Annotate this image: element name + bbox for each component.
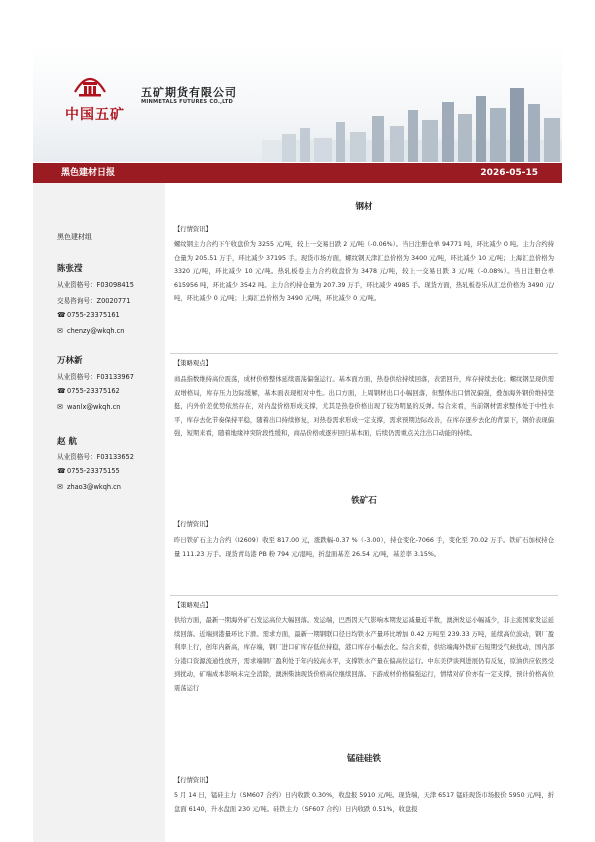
analyst-license: 从业资格号：F03098415 — [57, 281, 134, 289]
analyst-email[interactable]: wanlx@wkqh.cn — [67, 403, 121, 411]
section-paragraph: 5 月 14 日，锰硅主力（SM607 合约）日内收跌 0.30%，收盘报 5910 元/吨。现货端，天津 6517 锰硅现货市场报价 5950 元/吨，折盘面 6140，升水盘面 230 元/吨。硅铁主力（SF607 合约）日内收跌 0.51%，收盘报 — [174, 792, 554, 813]
phone-icon: ☎ — [57, 467, 66, 475]
report-title-bar — [33, 163, 562, 183]
company-name-en: MINMETALS FUTURES CO.,LTD — [141, 99, 234, 105]
analyst-phone-row — [57, 387, 120, 395]
section-tag: 【行情资讯】 — [174, 777, 212, 784]
analyst-phone-row — [57, 467, 120, 475]
analyst-phone: 0755-23375161 — [67, 311, 120, 319]
analyst-email[interactable]: zhao3@wkqh.cn — [67, 483, 121, 491]
section-tag: 【策略观点】 — [174, 602, 212, 609]
minmetals-logo-icon — [73, 72, 107, 98]
section-title: 钢材 — [355, 202, 373, 212]
team-name: 黑色建材组 — [57, 233, 92, 241]
section-title: 锰硅硅铁 — [346, 754, 381, 764]
analyst-email-row[interactable] — [57, 327, 124, 335]
analyst-sidebar — [33, 183, 165, 842]
logo-text: 中国五矿 — [65, 107, 125, 123]
section-paragraph: 螺纹钢主力合约下午收盘价为 3255 元/吨，较上一交易日跌 2 元/吨（-0.06%）。当日注册仓单 94771 吨，环比减少 0 吨。主力合约持仓量为 205.51 万手，环比减少 37195 手。现货市场方面，螺纹钢天津汇总价格为 3400 元/吨，环比减少 10 元/吨；上海汇总价格为 3320 元/吨，环比减少 10 元/吨。热轧板卷主力合约收盘价为 3478 元/吨，较上一交易日跌 3 元/吨（-0.08%）。当日注册仓单 615956 吨，环比减少 3542 吨。主力合约持仓量为 207.39 万手，环比减少 4985 手。现货方面，热轧板卷乐从汇总价格为 3490 元/吨，环比减少 0 元/吨；上海汇总价格为 3490 元/吨，环比减少 0 元/吨。 — [174, 241, 554, 302]
city-skyline-image — [262, 82, 562, 162]
divider — [170, 353, 558, 354]
analyst-consult-number: 交易咨询号：Z0020771 — [57, 297, 131, 305]
section-paragraph: 商品指数维持高位震荡，成材价格整体延续震荡偏强运行。基本面方面，热卷供给持续回落，表需回升，库存持续去化；螺纹钢呈现供需双增格局，库存压力边际缓解，基本面表现相对中性。出口方面，上周钢材出口小幅回落，但整体出口情况偏强，叠加海外钢价维持坚挺，内外价差优势依然存在，对内盘价格形成支撑，尤其是热卷价格出现了较为明显的反弹。综合来看，当前钢材需求整体处于中性水平，库存去化节奏保持平稳，随着出口持续修复，对热卷需求形成一定支撑，需求预期边际改善，在库存逐步去化的背景下，钢价表现偏强，短期来看，随着地缘冲突阶段性缓和，商品价格或逐步回归基本面，后续仍需重点关注出口动能的持续。 — [174, 376, 554, 437]
analyst-license: 从业资格号：F03133967 — [57, 373, 134, 381]
mail-icon: ✉ — [57, 403, 63, 411]
phone-icon: ☎ — [57, 387, 66, 395]
analyst-email-row[interactable] — [57, 483, 121, 491]
header-banner — [33, 44, 562, 162]
report-date: 2026-05-15 — [480, 168, 538, 178]
section-paragraph: 供给方面，最新一期海外矿石发运高位大幅回落。发运端，巴西因天气影响本期发运减量近半数，澳洲发运小幅减少，非主流国家发运延续回落。近端到港量环比下滑。需求方面，最新一期钢联口径日均铁水产量环比增加 0.42 万吨至 239.33 万吨，延续高位波动，钢厂盈利率上行，创年内新高，库存端，钢厂进口矿库存低位持稳，港口库存小幅去化。综合来看，供给端海外铁矿石短期受气候扰动，国内部分港口资源流通性放开，需求端钢厂盈利处于年内较高水平，支撑铁水产量在偏高位运行。中东美伊谈判进展仍有反复，原油供应依然受到扰动，矿端成本影响未完全消除，澳洲柴油现货价格高位继续回落。下游成材价格偏强运行，情绪对矿价亦有一定支撑，预计价格高位震荡运行 — [174, 617, 554, 692]
analyst-phone: 0755-23375162 — [67, 387, 120, 395]
section-tag: 【行情资讯】 — [174, 521, 212, 528]
analyst-email-row[interactable] — [57, 403, 120, 411]
analyst-phone: 0755-23375155 — [67, 467, 120, 475]
mail-icon: ✉ — [57, 327, 63, 335]
analyst-name: 赵 航 — [57, 437, 77, 447]
analyst-name: 陈张滢 — [57, 264, 83, 274]
analyst-license: 从业资格号：F03133652 — [57, 453, 134, 461]
analyst-name: 万林新 — [57, 356, 83, 366]
analyst-email[interactable]: chenzy@wkqh.cn — [67, 327, 125, 335]
section-paragraph: 昨日铁矿石主力合约（I2609）收至 817.00 元，涨跌幅-0.37 %（-3.00），持仓变化-7066 手，变化至 70.02 万手。铁矿石加权持仓量 111.23 万手。现货青岛港 PB 粉 794 元/湿吨，折盘面基差 26.54 元/吨，基差率 3.15%。 — [174, 537, 554, 558]
report-name: 黑色建材日报 — [61, 168, 116, 178]
divider — [170, 595, 558, 596]
section-tag: 【策略观点】 — [174, 360, 212, 367]
section-tag: 【行情资讯】 — [174, 226, 212, 233]
phone-icon: ☎ — [57, 311, 66, 319]
mail-icon: ✉ — [57, 483, 63, 491]
company-name-cn: 五矿期货有限公司 — [141, 86, 237, 99]
section-title: 铁矿石 — [351, 496, 377, 506]
analyst-phone-row — [57, 311, 120, 319]
